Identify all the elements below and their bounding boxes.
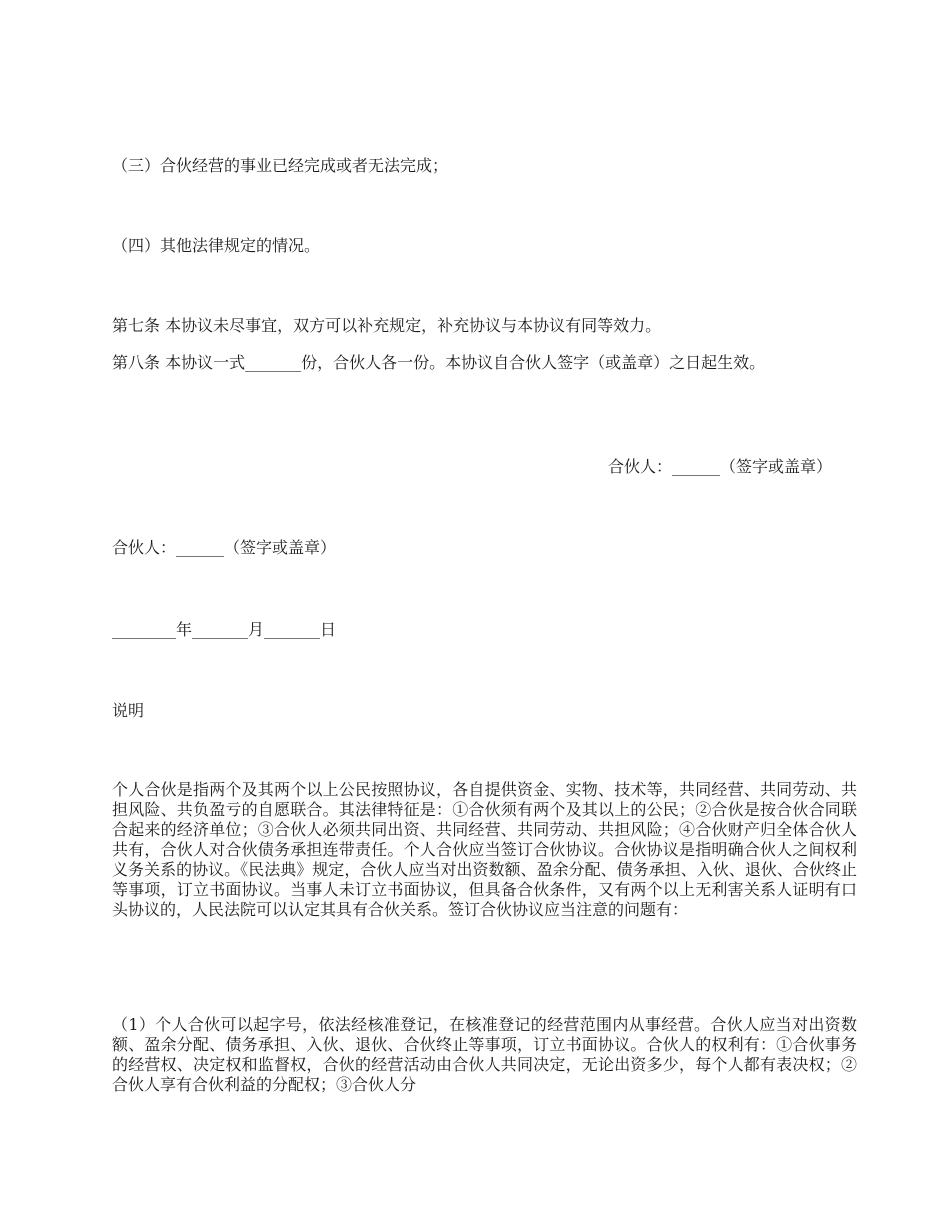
notes-heading: 说明	[112, 701, 145, 720]
article-seven: 第七条 本协议未尽事宜，双方可以补充规定，补充协议与本协议有同等效力。	[112, 316, 662, 335]
partner-signature-left: 合伙人：______（签字或盖章）	[112, 538, 337, 557]
clause-three: （三）合伙经营的事业已经完成或者无法完成；	[112, 156, 449, 175]
clause-four: （四）其他法律规定的情况。	[112, 236, 321, 255]
notes-paragraph-one: 个人合伙是指两个及其两个以上公民按照协议，各自提供资金、实物、技术等，共同经营、共同劳动、共担风险、共负盈亏的自愿联合。其法律特征是：①合伙须有两个及其以上的公民；②合伙是按合伙合同联合起来的经济单位；③合伙人必须共同出资、共同经营、共同劳动、共担风险；④合伙财产归全体合伙人共有，合伙人对合伙债务承担连带责任。个人合伙应当签订合伙协议。合伙协议是指明确合伙人之间权利义务关系的协议。《民法典》规定，合伙人应当对出资数额、盈余分配、债务承担、入伙、退伙、合伙终止等事项，订立书面协议。当事人未订立书面协议，但具备合伙条件，又有两个以上无利害关系人证明有口头协议的，人民法院可以认定其具有合伙关系。签订合伙协议应当注意的问题有：	[112, 780, 857, 919]
notes-paragraph-two: （1）个人合伙可以起字号，依法经核准登记，在核准登记的经营范围内从事经营。合伙人应当对出资数额、盈余分配、债务承担、入伙、退伙、合伙终止等事项，订立书面协议。合伙人的权利有：①合伙事务的经营权、决定权和监督权，合伙的经营活动由合伙人共同决定，无论出资多少，每个人都有表决权；②合伙人享有合伙利益的分配权；③合伙人分	[112, 1015, 857, 1094]
date-line: ________年_______月_______日	[112, 620, 337, 639]
partner-signature-right: 合伙人：______（签字或盖章）	[607, 457, 832, 476]
article-eight: 第八条 本协议一式_______份，合伙人各一份。本协议自合伙人签字（或盖章）之日起生效。	[112, 353, 766, 372]
